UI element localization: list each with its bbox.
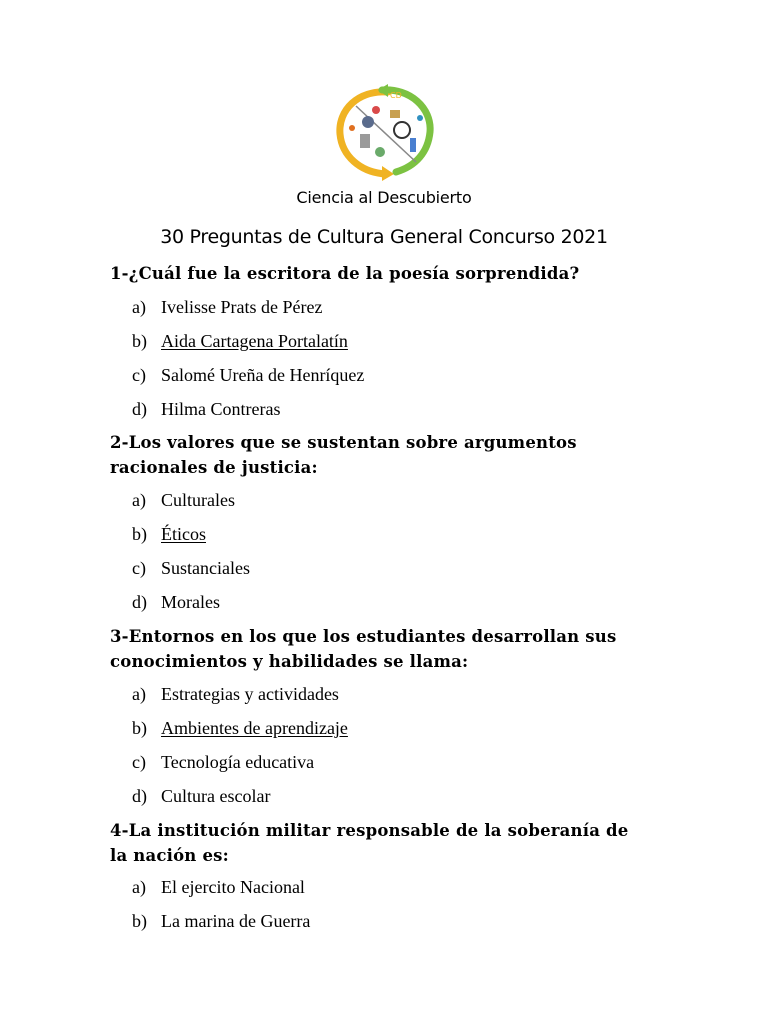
question-1-option-d [132,398,280,420]
option-letter: c) [132,752,146,772]
question-3-option-a [132,683,339,705]
question-2-option-d [132,591,220,613]
option-text: El ejercito Nacional [161,877,305,897]
option-letter: a) [132,297,146,317]
option-letter: b) [132,718,147,738]
option-text: Sustanciales [161,558,250,578]
question-1-option-a [132,296,322,318]
option-letter: b) [132,911,147,931]
option-text: La marina de Guerra [161,911,311,931]
document-title: 30 Preguntas de Cultura General Concurso 2021 [160,226,608,248]
option-letter: d) [132,786,147,806]
question-1: 1-¿Cuál fue la escritora de la poesía sorprendida? [110,264,580,283]
question-2-option-a [132,489,235,511]
option-letter: a) [132,877,146,897]
ciencia-al-descubierto-logo [330,82,440,182]
question-4-option-a [132,876,305,898]
option-text: Ivelisse Prats de Pérez [161,297,323,317]
option-text: Salomé Ureña de Henríquez [161,365,365,385]
option-letter: b) [132,524,147,544]
option-letter: b) [132,331,147,351]
question-4: 4-La institución militar responsable de la soberanía de la nación es: [110,821,629,865]
question-3-option-c [132,751,314,773]
question-2: 2-Los valores que se sustentan sobre argumentos racionales de justicia: [110,433,577,477]
correct-answer-text: Aida Cartagena Portalatín [161,331,348,351]
option-text: Estrategias y actividades [161,684,339,704]
option-text: Cultura escolar [161,786,271,806]
organization-name: Ciencia al Descubierto [296,188,472,207]
option-letter: c) [132,365,146,385]
logo-text: CD [390,91,402,100]
option-letter: a) [132,684,146,704]
option-letter: c) [132,558,146,578]
question-3: 3-Entornos en los que los estudiantes desarrollan sus conocimientos y habilidades se llama: [110,627,617,671]
question-3-option-d [132,785,270,807]
option-text: Morales [161,592,220,612]
correct-answer-text: Éticos [161,524,206,544]
option-letter: d) [132,592,147,612]
question-2-option-b [132,523,206,545]
option-text: Hilma Contreras [161,399,281,419]
question-3-option-b [132,717,348,739]
option-letter: d) [132,399,147,419]
question-4-option-b [132,910,310,932]
option-text: Tecnología educativa [161,752,315,772]
question-2-option-c [132,557,250,579]
correct-answer-text: Ambientes de aprendizaje [161,718,348,738]
question-1-option-c [132,364,364,386]
option-letter: a) [132,490,146,510]
question-1-option-b [132,330,348,352]
option-text: Culturales [161,490,235,510]
